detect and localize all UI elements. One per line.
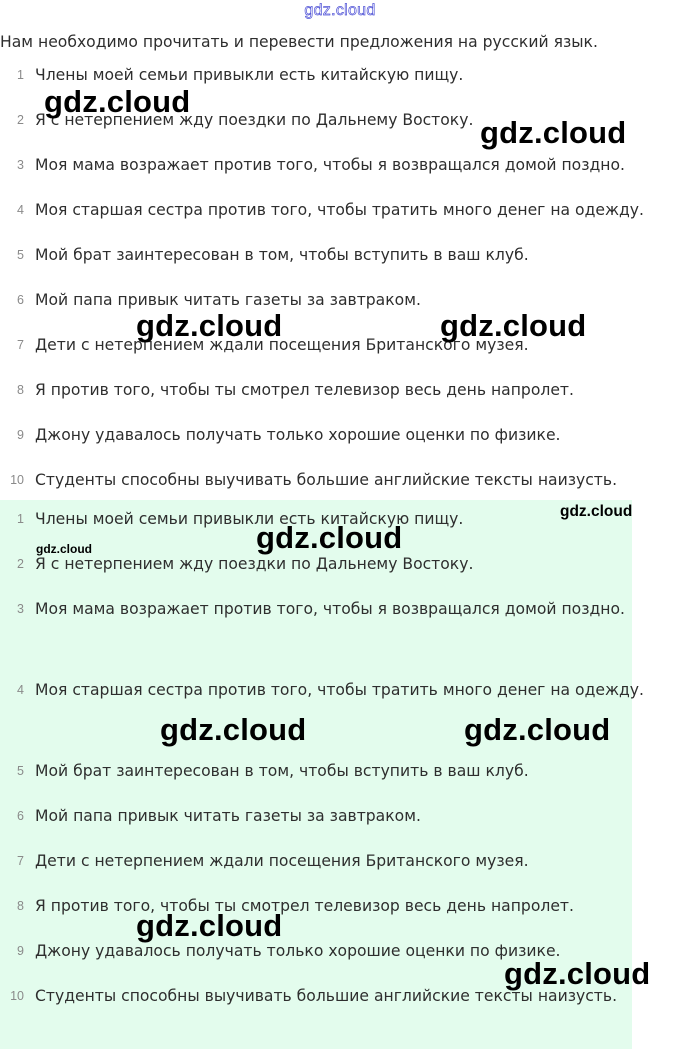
item-text: Моя старшая сестра против того, чтобы тратить много денег на одежду. [35, 681, 644, 699]
item-text: Члены моей семьи привыкли есть китайскую пищу. [35, 510, 464, 528]
item-text: Я против того, чтобы ты смотрел телевизор весь день напролет. [35, 897, 574, 915]
list-item [0, 798, 680, 843]
item-text: Мой брат заинтересован в том, чтобы вступить в ваш клуб. [35, 246, 529, 264]
item-number: 7 [17, 854, 24, 868]
task-instruction: Нам необходимо прочитать и перевести предложения на русский язык. [0, 33, 598, 51]
watermark: gdz.cloud [36, 542, 92, 556]
item-text: Я против того, чтобы ты смотрел телевизор весь день напролет. [35, 381, 574, 399]
list-item [0, 282, 680, 327]
item-number: 1 [17, 68, 24, 82]
list-item [0, 843, 680, 888]
list-item [0, 888, 680, 933]
list-item [0, 372, 680, 417]
item-text: Члены моей семьи привыкли есть китайскую пищу. [35, 66, 464, 84]
watermark: gdz.cloud [256, 520, 403, 555]
item-text: Дети с нетерпением ждали посещения Британского музея. [35, 852, 529, 870]
item-number: 6 [17, 809, 24, 823]
watermark: gdz.cloud [44, 84, 191, 119]
item-number: 3 [17, 158, 24, 172]
item-text: Студенты способны выучивать большие английские тексты наизусть. [35, 471, 618, 489]
watermark: gdz.cloud [440, 308, 587, 343]
list-item [0, 501, 680, 546]
item-number: 9 [17, 944, 24, 958]
item-number: 4 [17, 203, 24, 217]
item-number: 7 [17, 338, 24, 352]
sentence-list-answer [0, 501, 680, 1059]
list-item [0, 933, 680, 978]
item-text: Я с нетерпением жду поездки по Дальнему Востоку. [35, 555, 474, 573]
item-text: Джону удавалось получать только хорошие оценки по физике. [35, 942, 561, 960]
item-text: Моя мама возражает против того, чтобы я возвращался домой поздно. [35, 156, 625, 174]
item-text: Студенты способны выучивать большие английские тексты наизусть. [35, 987, 618, 1005]
item-number: 9 [17, 428, 24, 442]
item-number: 4 [17, 683, 24, 697]
list-item [0, 192, 680, 237]
item-text: Мой папа привык читать газеты за завтраком. [35, 291, 421, 309]
list-item [0, 102, 680, 147]
list-item [0, 546, 680, 591]
item-number: 10 [10, 473, 24, 487]
watermark: gdz.cloud [480, 115, 627, 150]
list-item [0, 147, 680, 192]
watermark: gdz.cloud [136, 908, 283, 943]
item-number: 2 [17, 113, 24, 127]
item-text: Мой папа привык читать газеты за завтраком. [35, 807, 421, 825]
watermark: gdz.cloud [136, 308, 283, 343]
watermark: gdz.cloud [560, 503, 633, 520]
item-number: 8 [17, 899, 24, 913]
item-text: Дети с нетерпением ждали посещения Британского музея. [35, 336, 529, 354]
item-number: 3 [17, 602, 24, 616]
item-number: 2 [17, 557, 24, 571]
item-text: Моя мама возражает против того, чтобы я возвращался домой поздно. [35, 600, 625, 618]
sentence-list-original [0, 57, 680, 507]
item-text: Я с нетерпением жду поездки по Дальнему Востоку. [35, 111, 474, 129]
item-number: 10 [10, 989, 24, 1003]
list-item [0, 978, 680, 1059]
watermark: gdz.cloud [464, 712, 611, 747]
item-number: 5 [17, 764, 24, 778]
item-text: Моя старшая сестра против того, чтобы тратить много денег на одежду. [35, 201, 644, 219]
item-number: 5 [17, 248, 24, 262]
list-item [0, 672, 680, 753]
watermark: gdz.cloud [160, 712, 307, 747]
item-text: Джону удавалось получать только хорошие оценки по физике. [35, 426, 561, 444]
list-item [0, 237, 680, 282]
list-item [0, 417, 680, 462]
watermark: gdz.cloud [504, 956, 651, 991]
item-number: 1 [17, 512, 24, 526]
list-item [0, 591, 680, 672]
item-number: 6 [17, 293, 24, 307]
list-item [0, 57, 680, 102]
item-number: 8 [17, 383, 24, 397]
item-text: Мой брат заинтересован в том, чтобы вступить в ваш клуб. [35, 762, 529, 780]
list-item [0, 753, 680, 798]
list-item [0, 327, 680, 372]
site-logo[interactable]: gdz.cloud [304, 2, 376, 19]
